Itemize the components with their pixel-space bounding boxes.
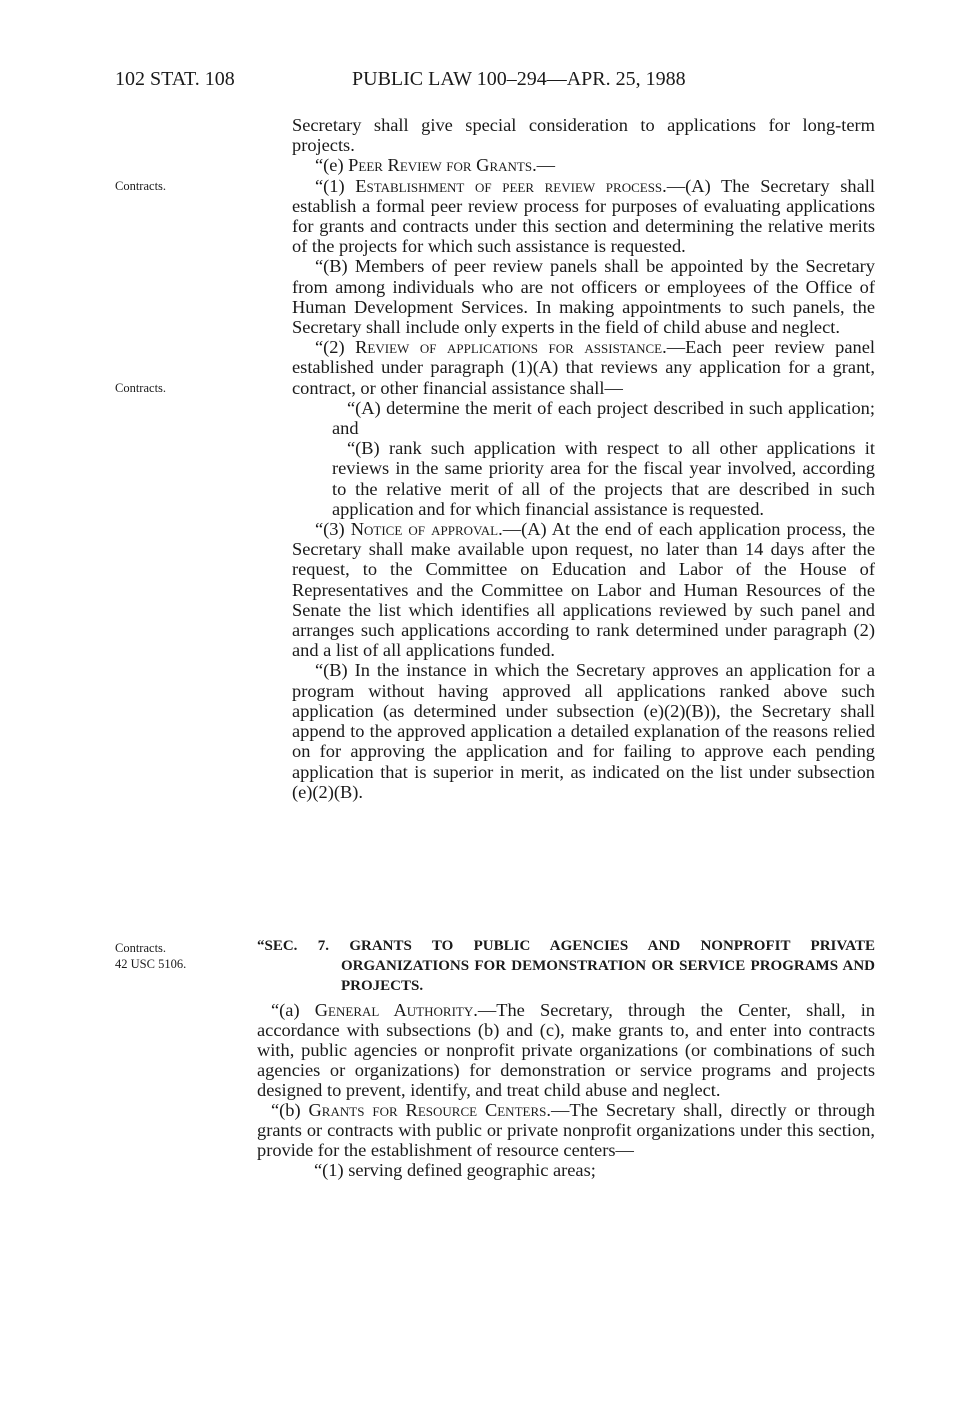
paragraph-e1b: “(B) Members of peer review panels shall be appointed by the Secretary from among individuals who are not officers or employees of the Office of Human Development Services. In making appointments to such panels, the Secretary shall include only experts in the field of child abuse and neglect. <box>292 256 875 338</box>
paragraph-e3b: “(B) In the instance in which the Secretary approves an application for a program without having approved all applications ranked above such application (as determined under subsection (e)(2)(B)), the Secretary shall append to the approved application a detailed explanation of the reasons relied on for approving the application and for failing to approve each pending application that is superior in merit, as indicated on the list under subsection (e)(2)(B). <box>292 660 875 802</box>
section-7-heading: “SEC. 7. GRANTS TO PUBLIC AGENCIES AND NONPROFIT PRIVATE ORGANIZATIONS FOR DEMONSTRATION OR SERVICE PROGRAMS AND PROJECTS. <box>257 938 875 994</box>
paragraph-e3: “(3) Notice of approval.—(A) At the end of each application process, the Secretary shall make available upon request, no later than 14 days after the request, to the Committee on Education and Labor of the House of Representatives and the Committee on Labor and Human Resources of the Senate the list which identifies all applications reviewed by such panel and arranges such applications according to rank determined under paragraph (2) and a list of all applications funded. <box>292 519 875 661</box>
paragraph-e2a: “(A) determine the merit of each project described in such application; and <box>332 397 875 439</box>
paragraph-7b1: “(1) serving defined geographic areas; <box>314 1160 596 1180</box>
section-7-text <box>257 1000 875 1180</box>
paragraph-continuation: Secretary shall give special consideration to applications for long-term projects. <box>292 115 875 156</box>
page-number-header: 102 STAT. 108 <box>115 68 235 90</box>
margin-note-contracts-2: Contracts. <box>115 381 167 395</box>
subsection-7a: “(a) General Authority.—The Secretary, through the Center, shall, in accordance with subsections (b) and (c), make grants to, and enter into contracts with, public agencies or nonprofit private organizations (or combinations of such agencies or organizations) for demonstration or service programs and projects designed to prevent, identify, and treat child abuse and neglect. <box>257 1000 876 1100</box>
paragraph-e1: “(1) Establishment of peer review process.—(A) The Secretary shall establish a formal peer review process for purposes of evaluating applications for grants and contracts under this section and determining the relative merits of the projects for which such assistance is requested. <box>292 175 875 257</box>
margin-note-contracts-1: Contracts. <box>115 179 167 193</box>
running-title-header: PUBLIC LAW 100–294—APR. 25, 1988 <box>352 68 686 90</box>
margin-note-contracts-3: Contracts. <box>115 941 167 955</box>
subsection-7b: “(b) Grants for Resource Centers.—The Secretary shall, directly or through grants or contracts with public or private nonprofit organizations under this section, provide for the establishment of resource centers— <box>257 1100 875 1160</box>
margin-note-usc-citation: 42 USC 5106. <box>115 957 187 971</box>
subsection-e-heading: “(e) Peer Review for Grants.— <box>315 155 556 176</box>
main-text-column <box>292 115 875 802</box>
paragraph-e2: “(2) Review of applications for assistance.—Each peer review panel established under paragraph (1)(A) that reviews any application for a grant, contract, or other financial assistance shall— <box>292 337 875 398</box>
paragraph-e2b: “(B) rank such application with respect to all other applications it reviews in the same priority area for the fiscal year involved, according to the relative merit of all of the projects that are described in such application and for which financial assistance is requested. <box>332 438 875 519</box>
